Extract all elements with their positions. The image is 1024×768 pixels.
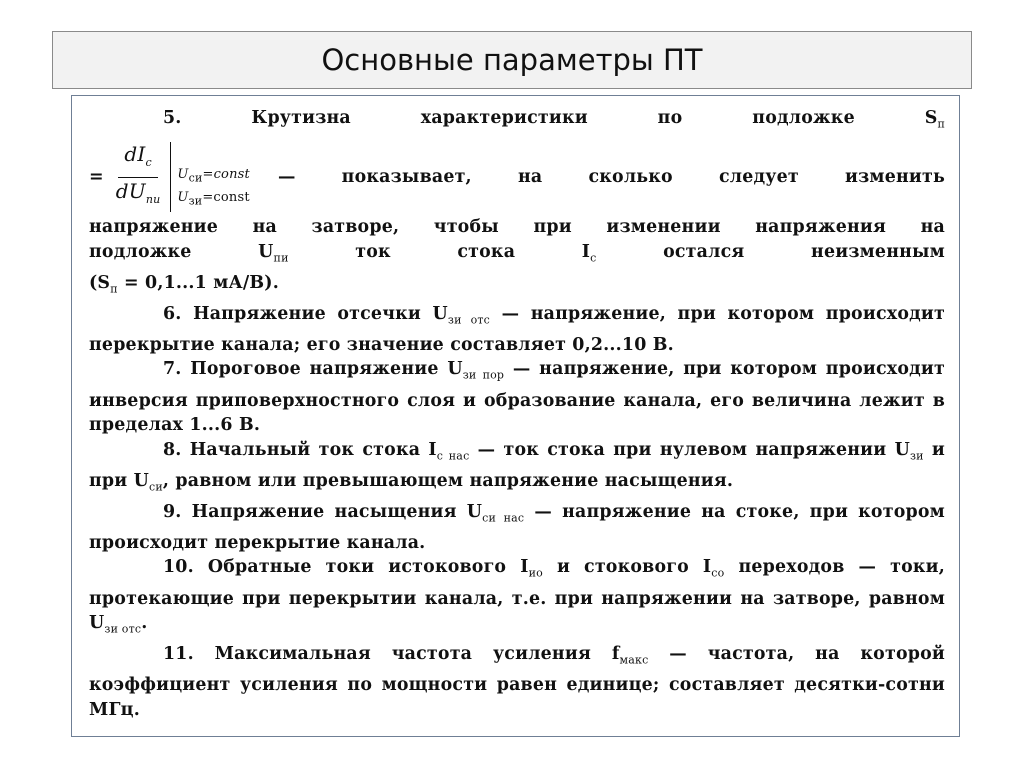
item-11: 11. Максимальная частота усиления $f_{макс}$ — частота, на которой коэффициент усиления по мощности равен единице; составляет десятки-сотни МГц. xyxy=(89,644,945,720)
formula-numerator: $dI_с$ xyxy=(118,142,157,178)
item-9: 9. Напряжение насыщения $U_{си нас}$ — напряжение на стоке, при котором происходит перекрытие канала. xyxy=(89,501,945,553)
item-5-line1: 5. Крутизна характеристики по подложке $S_п$ xyxy=(163,108,945,131)
slide-title: Основные параметры ПТ xyxy=(321,43,703,77)
formula-block xyxy=(89,139,945,215)
item-8: 8. Начальный ток стока $I_{с нас}$ — ток стока при нулевом напряжении $U_{зи}$ и при $U_{си}$, равном или превышающем напряжение насыщения. xyxy=(89,439,946,494)
item-10: 10. Обратные токи истокового $I_{ио}$ и стокового $I_{со}$ переходов — токи, протекающие при перекрытии канала, т.е. при напряжении на затворе, равном $U_{зи отс}$. xyxy=(89,557,945,636)
formula-condition-1: $U_{си}=const$ xyxy=(177,166,250,185)
document-text xyxy=(89,106,945,722)
formula-denominator: $dU_{пи}$ xyxy=(115,178,161,206)
item-5-line5: ($S_п = 0,1...1$ мА/В). xyxy=(89,272,279,296)
formula-conditions xyxy=(177,142,250,212)
title-box xyxy=(52,31,972,89)
formula-condition-2: $U_{зи}=const$ xyxy=(177,190,250,209)
formula-rest-text: — показывает, на сколько следует изменить xyxy=(277,166,945,187)
item-6: 6. Напряжение отсечки $U_{зи отс}$ — напряжение, при котором происходит перекрытие канала; его значение составляет 0,2...10 В. xyxy=(89,303,945,355)
formula-equals: = xyxy=(89,166,104,187)
document-scan xyxy=(71,95,960,737)
formula-condition-bar xyxy=(170,142,171,212)
item-5-line3: напряжение на затворе, чтобы при изменении напряжения на xyxy=(89,217,945,238)
item-5-line4: подложке $U_{пи}$ ток стока $I_с$ остался неизменным xyxy=(89,241,945,265)
formula-fraction xyxy=(110,142,167,212)
item-7: 7. Пороговое напряжение $U_{зи пор}$ — напряжение, при котором происходит инверсия приповерхностного слоя и образование канала, его величина лежит в пределах 1...6 В. xyxy=(89,359,945,436)
